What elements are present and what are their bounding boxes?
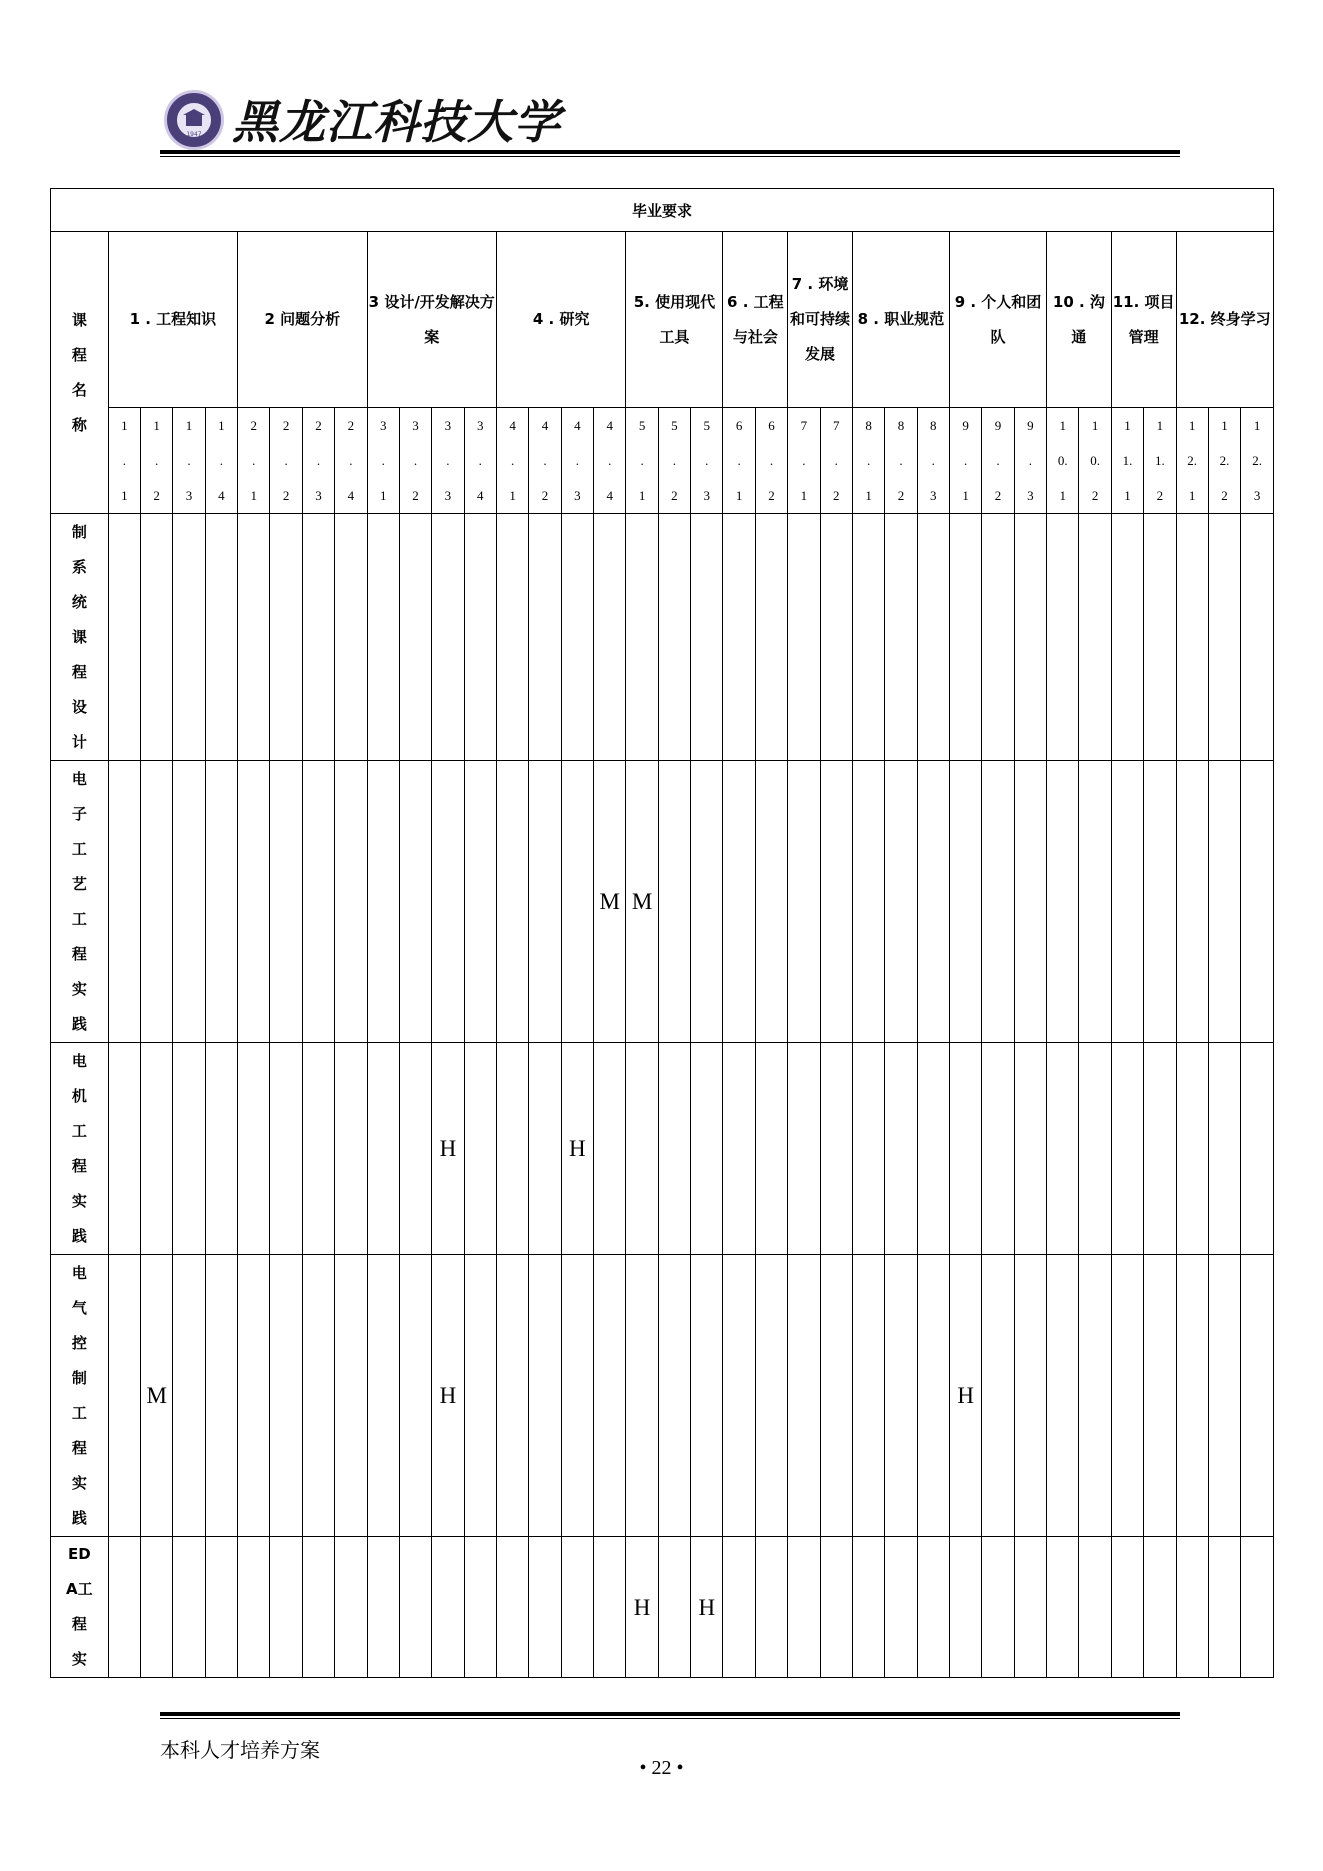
matrix-cell [399, 761, 431, 1043]
matrix-cell [432, 1537, 464, 1678]
matrix-cell [302, 1537, 334, 1678]
matrix-cell [1176, 1255, 1208, 1537]
matrix-cell [173, 514, 205, 761]
matrix-cell [173, 1537, 205, 1678]
matrix-cell [658, 1043, 690, 1255]
matrix-cell [1176, 1043, 1208, 1255]
matrix-cell [691, 1043, 723, 1255]
requirement-group-header: 9 . 个人和团队 [949, 232, 1046, 408]
matrix-cell [658, 514, 690, 761]
matrix-cell [108, 514, 140, 761]
sub-indicator-header: 9 . 3 [1014, 408, 1046, 514]
matrix-cell [755, 1537, 787, 1678]
matrix-cell [658, 761, 690, 1043]
table-title: 毕业要求 [51, 189, 1274, 232]
matrix-cell [1014, 1255, 1046, 1537]
table-row [51, 1255, 1274, 1537]
sub-indicator-header: 3 . 3 [432, 408, 464, 514]
matrix-cell [1144, 1537, 1176, 1678]
sub-indicator-header: 3 . 2 [399, 408, 431, 514]
matrix-cell [205, 761, 237, 1043]
matrix-cell [464, 1537, 496, 1678]
sub-indicator-header: 1 1. 2 [1144, 408, 1176, 514]
matrix-cell [205, 1537, 237, 1678]
support-level-mark: H [633, 1594, 651, 1620]
matrix-cell [1111, 1537, 1143, 1678]
header-rule-thick [160, 150, 1180, 154]
matrix-cell [205, 1255, 237, 1537]
matrix-cell [1079, 761, 1111, 1043]
matrix-cell [399, 1537, 431, 1678]
matrix-cell [1047, 1255, 1079, 1537]
matrix-cell [335, 514, 367, 761]
matrix-cell [464, 761, 496, 1043]
matrix-cell [399, 1255, 431, 1537]
requirement-group-header: 6 . 工程与社会 [723, 232, 788, 408]
matrix-cell [108, 761, 140, 1043]
sub-indicator-header: 6 . 1 [723, 408, 755, 514]
matrix-cell [885, 761, 917, 1043]
matrix-cell [982, 1043, 1014, 1255]
matrix-cell [1111, 1255, 1143, 1537]
matrix-cell [852, 1537, 884, 1678]
matrix-cell [270, 514, 302, 761]
matrix-cell [238, 1043, 270, 1255]
matrix-cell [1176, 761, 1208, 1043]
matrix-cell [594, 1043, 626, 1255]
matrix-cell [1111, 761, 1143, 1043]
course-name-column-header: 课 程 名 称 [51, 232, 109, 514]
matrix-cell [723, 1537, 755, 1678]
sub-indicator-header: 4 . 1 [496, 408, 528, 514]
sub-indicator-header: 1 . 2 [141, 408, 173, 514]
matrix-cell [917, 1043, 949, 1255]
matrix-cell [270, 1255, 302, 1537]
matrix-cell [1176, 1537, 1208, 1678]
matrix-cell [1079, 514, 1111, 761]
seal-year: 1947 [186, 131, 202, 138]
matrix-cell [691, 1255, 723, 1537]
matrix-cell [885, 514, 917, 761]
table-row [51, 1537, 1274, 1678]
matrix-cell [141, 1255, 173, 1537]
matrix-cell [270, 761, 302, 1043]
matrix-cell [496, 1255, 528, 1537]
matrix-cell [723, 1043, 755, 1255]
support-level-mark: M [599, 889, 620, 914]
sub-indicator-header: 1 . 1 [108, 408, 140, 514]
sub-indicator-header: 9 . 2 [982, 408, 1014, 514]
matrix-cell [852, 1043, 884, 1255]
matrix-cell [432, 514, 464, 761]
support-level-mark: M [146, 1383, 167, 1408]
requirement-group-header: 10 . 沟通 [1047, 232, 1112, 408]
matrix-cell [852, 761, 884, 1043]
matrix-cell [335, 1537, 367, 1678]
matrix-cell [238, 1255, 270, 1537]
matrix-cell [238, 761, 270, 1043]
matrix-cell [464, 1043, 496, 1255]
support-level-mark: H [439, 1383, 457, 1408]
course-name-cell: ED A工 程 实 [51, 1537, 109, 1678]
matrix-cell [108, 1255, 140, 1537]
sub-indicator-header: 9 . 1 [949, 408, 981, 514]
matrix-cell [1079, 1043, 1111, 1255]
sub-indicator-header: 3 . 1 [367, 408, 399, 514]
matrix-cell [852, 1255, 884, 1537]
matrix-cell [205, 1043, 237, 1255]
page-number: • 22 • [639, 1757, 684, 1779]
matrix-cell [302, 1255, 334, 1537]
matrix-cell [949, 1537, 981, 1678]
matrix-cell [561, 761, 593, 1043]
matrix-cell [594, 1255, 626, 1537]
matrix-cell [885, 1255, 917, 1537]
matrix-cell [691, 761, 723, 1043]
matrix-cell [270, 1043, 302, 1255]
sub-indicator-header: 1 0. 2 [1079, 408, 1111, 514]
matrix-cell [1241, 1537, 1274, 1678]
sub-indicator-header: 5 . 3 [691, 408, 723, 514]
university-seal-logo [164, 90, 224, 150]
matrix-cell [820, 1043, 852, 1255]
matrix-cell [949, 1043, 981, 1255]
matrix-cell [1144, 514, 1176, 761]
requirement-group-header: 7 . 环境和可持续发展 [788, 232, 853, 408]
matrix-cell [1208, 761, 1240, 1043]
matrix-cell [1014, 514, 1046, 761]
matrix-cell [1047, 1043, 1079, 1255]
matrix-cell [335, 761, 367, 1043]
program-name: 本科人才培养方案 [160, 1738, 320, 1762]
matrix-cell [529, 514, 561, 761]
matrix-cell [496, 1537, 528, 1678]
matrix-cell [626, 1255, 658, 1537]
matrix-cell [949, 1255, 981, 1537]
sub-indicator-header: 1 2. 1 [1176, 408, 1208, 514]
matrix-cell [982, 1255, 1014, 1537]
sub-indicator-header: 5 . 1 [626, 408, 658, 514]
matrix-cell [917, 1255, 949, 1537]
matrix-cell [917, 514, 949, 761]
course-name-cell: 制 系 统 课 程 设 计 [51, 514, 109, 761]
matrix-cell [755, 761, 787, 1043]
matrix-cell [141, 514, 173, 761]
table-row [51, 1043, 1274, 1255]
matrix-cell [1176, 514, 1208, 761]
matrix-cell [173, 1043, 205, 1255]
matrix-cell [755, 1043, 787, 1255]
sub-indicator-header: 6 . 2 [755, 408, 787, 514]
matrix-cell [141, 1537, 173, 1678]
matrix-cell [1014, 1537, 1046, 1678]
matrix-cell [432, 1255, 464, 1537]
matrix-cell [626, 1537, 658, 1678]
matrix-cell [367, 514, 399, 761]
matrix-cell [949, 514, 981, 761]
matrix-cell [335, 1255, 367, 1537]
matrix-cell [464, 514, 496, 761]
sub-indicator-header: 4 . 2 [529, 408, 561, 514]
sub-indicator-header: 5 . 2 [658, 408, 690, 514]
matrix-cell [755, 514, 787, 761]
matrix-cell [691, 514, 723, 761]
matrix-cell [1241, 761, 1274, 1043]
matrix-cell [1047, 1537, 1079, 1678]
sub-indicator-header: 8 . 1 [852, 408, 884, 514]
matrix-cell [917, 1537, 949, 1678]
matrix-cell [496, 761, 528, 1043]
matrix-cell [949, 761, 981, 1043]
matrix-cell [788, 514, 820, 761]
matrix-cell [820, 514, 852, 761]
matrix-cell [788, 761, 820, 1043]
matrix-cell [723, 761, 755, 1043]
matrix-cell [626, 761, 658, 1043]
matrix-cell [173, 761, 205, 1043]
table-row [51, 514, 1274, 761]
matrix-cell [529, 1537, 561, 1678]
footer-rule-thin [160, 1718, 1180, 1719]
page-header [160, 84, 1180, 156]
matrix-cell [917, 761, 949, 1043]
matrix-cell [723, 1255, 755, 1537]
matrix-cell [982, 514, 1014, 761]
matrix-cell [1241, 1043, 1274, 1255]
matrix-cell [529, 761, 561, 1043]
matrix-cell [205, 514, 237, 761]
matrix-cell [852, 514, 884, 761]
matrix-cell [141, 1043, 173, 1255]
header-rule-thin [160, 156, 1180, 157]
matrix-cell [529, 1255, 561, 1537]
table-row [51, 761, 1274, 1043]
sub-indicator-header: 1 2. 2 [1208, 408, 1240, 514]
matrix-cell [496, 514, 528, 761]
sub-indicator-header: 4 . 3 [561, 408, 593, 514]
support-level-mark: H [569, 1136, 586, 1161]
matrix-cell [399, 514, 431, 761]
matrix-cell [1144, 761, 1176, 1043]
requirement-group-header: 3 设计/开发解决方案 [367, 232, 496, 408]
matrix-cell [788, 1255, 820, 1537]
matrix-cell [141, 761, 173, 1043]
matrix-cell [432, 1043, 464, 1255]
matrix-cell [561, 1537, 593, 1678]
matrix-cell [561, 514, 593, 761]
matrix-cell [1014, 1043, 1046, 1255]
support-level-mark: H [698, 1594, 716, 1620]
matrix-cell [1079, 1255, 1111, 1537]
sub-indicator-header: 1 . 3 [173, 408, 205, 514]
matrix-cell [723, 514, 755, 761]
requirement-group-header: 2 问题分析 [238, 232, 367, 408]
graduation-requirement-matrix [50, 188, 1274, 1678]
matrix-cell [399, 1043, 431, 1255]
matrix-cell [367, 1255, 399, 1537]
matrix-cell [1208, 1043, 1240, 1255]
matrix-cell [561, 1043, 593, 1255]
matrix-cell [1047, 761, 1079, 1043]
matrix-cell [238, 514, 270, 761]
matrix-cell [270, 1537, 302, 1678]
sub-indicator-header: 2 . 1 [238, 408, 270, 514]
sub-indicator-header: 4 . 4 [594, 408, 626, 514]
matrix-cell [238, 1537, 270, 1678]
requirement-group-header: 4 . 研究 [496, 232, 625, 408]
matrix-cell [302, 1043, 334, 1255]
matrix-cell [1047, 514, 1079, 761]
matrix-cell [691, 1537, 723, 1678]
matrix-cell [367, 761, 399, 1043]
matrix-cell [1241, 514, 1274, 761]
sub-indicator-header: 1 1. 1 [1111, 408, 1143, 514]
matrix-cell [1144, 1255, 1176, 1537]
course-name-cell: 电 机 工 程 实 践 [51, 1043, 109, 1255]
support-level-mark: H [957, 1383, 974, 1408]
matrix-cell [173, 1255, 205, 1537]
matrix-cell [594, 514, 626, 761]
matrix-cell [626, 1043, 658, 1255]
matrix-cell [820, 1537, 852, 1678]
matrix-cell [820, 761, 852, 1043]
requirement-group-header: 11. 项目管理 [1111, 232, 1176, 408]
sub-indicator-header: 8 . 2 [885, 408, 917, 514]
matrix-cell [464, 1255, 496, 1537]
matrix-cell [982, 1537, 1014, 1678]
sub-indicator-header: 8 . 3 [917, 408, 949, 514]
matrix-cell [885, 1537, 917, 1678]
matrix-cell [1144, 1043, 1176, 1255]
sub-indicator-header: 7 . 1 [788, 408, 820, 514]
matrix-cell [1014, 761, 1046, 1043]
matrix-cell [1208, 1255, 1240, 1537]
course-name-cell: 电 子 工 艺 工 程 实 践 [51, 761, 109, 1043]
matrix-cell [367, 1537, 399, 1678]
matrix-cell [788, 1537, 820, 1678]
sub-indicator-header: 2 . 4 [335, 408, 367, 514]
matrix-cell [982, 761, 1014, 1043]
requirement-group-header: 5. 使用现代工具 [626, 232, 723, 408]
matrix-cell [820, 1255, 852, 1537]
sub-indicator-header: 1 0. 1 [1047, 408, 1079, 514]
sub-indicator-header: 2 . 2 [270, 408, 302, 514]
matrix-cell [367, 1043, 399, 1255]
matrix-cell [658, 1255, 690, 1537]
course-name-cell: 电 气 控 制 工 程 实 践 [51, 1255, 109, 1537]
matrix-cell [755, 1255, 787, 1537]
requirement-group-header: 12. 终身学习 [1176, 232, 1274, 408]
matrix-cell [626, 514, 658, 761]
sub-indicator-header: 7 . 2 [820, 408, 852, 514]
matrix-cell [302, 761, 334, 1043]
sub-indicator-header: 1 . 4 [205, 408, 237, 514]
matrix-cell [1111, 1043, 1143, 1255]
sub-indicator-header: 2 . 3 [302, 408, 334, 514]
matrix-cell [432, 761, 464, 1043]
matrix-cell [594, 761, 626, 1043]
matrix-cell [335, 1043, 367, 1255]
matrix-cell [302, 514, 334, 761]
matrix-cell [108, 1043, 140, 1255]
matrix-cell [658, 1537, 690, 1678]
sub-indicator-header: 1 2. 3 [1241, 408, 1274, 514]
matrix-cell [1241, 1255, 1274, 1537]
matrix-cell [788, 1043, 820, 1255]
matrix-cell [561, 1255, 593, 1537]
matrix-cell [529, 1043, 561, 1255]
matrix-cell [885, 1043, 917, 1255]
matrix-cell [108, 1537, 140, 1678]
sub-indicator-header: 3 . 4 [464, 408, 496, 514]
matrix-cell [496, 1043, 528, 1255]
matrix-cell [594, 1537, 626, 1678]
support-level-mark: M [631, 889, 653, 914]
matrix-cell [1208, 514, 1240, 761]
matrix-cell [1079, 1537, 1111, 1678]
requirement-group-header: 8 . 职业规范 [852, 232, 949, 408]
matrix-cell [1111, 514, 1143, 761]
university-name: 黑龙江科技大学 [232, 95, 561, 149]
footer-rule-thick [160, 1712, 1180, 1716]
matrix-cell [1208, 1537, 1240, 1678]
support-level-mark: H [439, 1136, 457, 1161]
requirement-group-header: 1 . 工程知识 [108, 232, 237, 408]
